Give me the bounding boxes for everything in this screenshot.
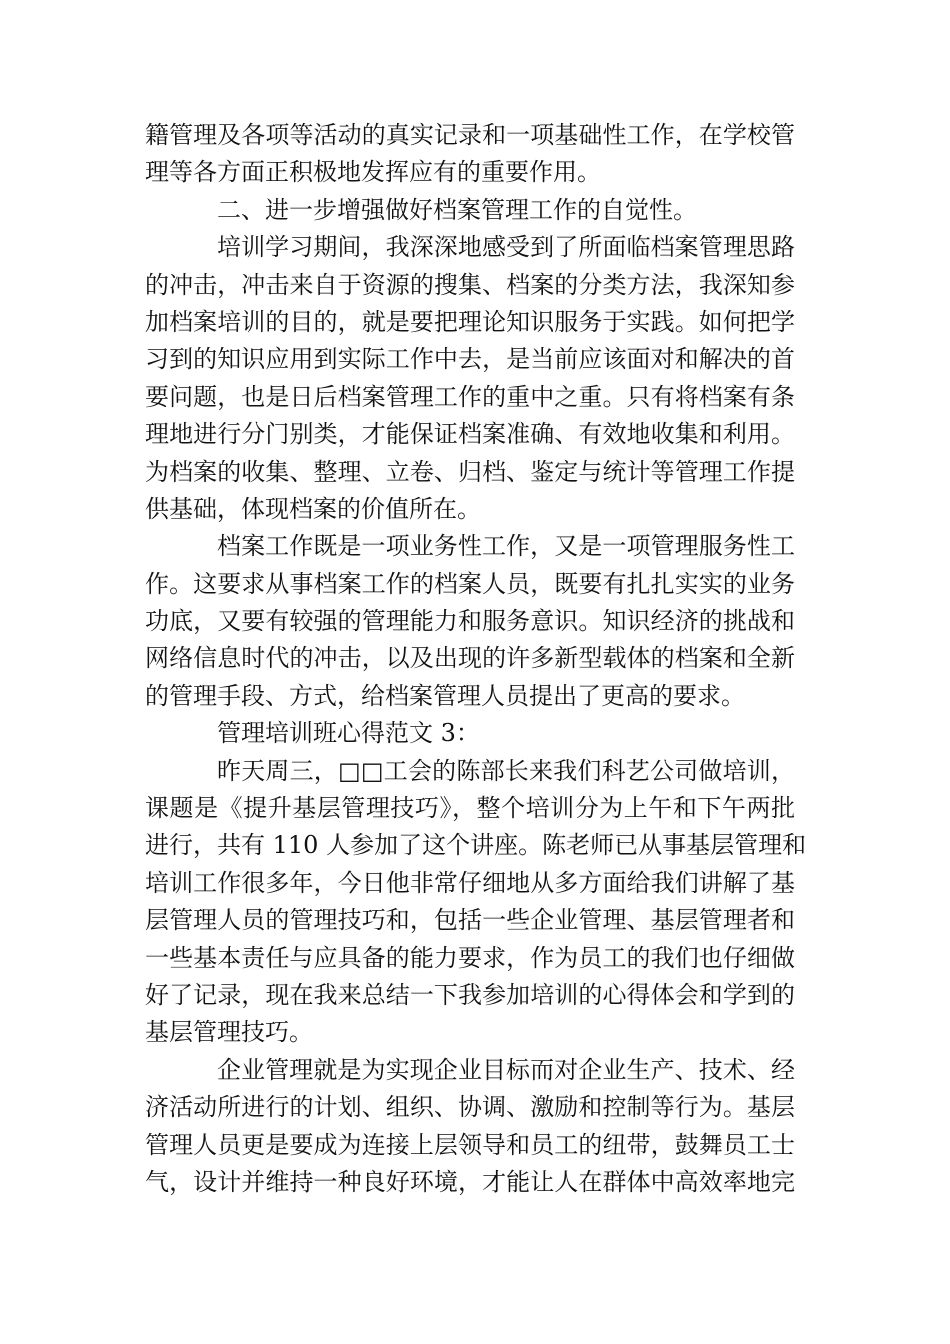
paragraph bbox=[145, 715, 795, 752]
text-line: 气，设计并维持一种良好环境，才能让人在群体中高效率地完 bbox=[145, 1167, 795, 1196]
text-line: 课题是《提升基层管理技巧》，整个培训分为上午和下午两批 bbox=[145, 794, 795, 823]
text-line: 济活动所进行的计划、组织、协调、激励和控制等行为。基层 bbox=[145, 1093, 795, 1122]
text-line: 理等各方面正积极地发挥应有的重要作用。 bbox=[145, 158, 601, 187]
text-line: 进行，共有 110 人参加了这个讲座。陈老师已从事基层管理和 bbox=[145, 831, 807, 860]
text-line: 档案工作既是一项业务性工作，又是一项管理服务性工 bbox=[217, 532, 795, 561]
paragraph bbox=[145, 192, 795, 229]
text-line: 网络信息时代的冲击，以及出现的许多新型载体的档案和全新 bbox=[145, 644, 795, 673]
text-line: 理地进行分门别类，才能保证档案准确、有效地收集和利用。 bbox=[145, 420, 795, 449]
text-line: 功底，又要有较强的管理能力和服务意识。知识经济的挑战和 bbox=[145, 607, 795, 636]
paragraph bbox=[145, 229, 795, 528]
text-line: 习到的知识应用到实际工作中去，是当前应该面对和解决的首 bbox=[145, 345, 795, 374]
text-line: 加档案培训的目的，就是要把理论知识服务于实践。如何把学 bbox=[145, 307, 795, 336]
document-body bbox=[145, 117, 807, 1201]
text-line: 好了记录，现在我来总结一下我参加培训的心得体会和学到的 bbox=[145, 980, 795, 1009]
text-line: 层管理人员的管理技巧和，包括一些企业管理、基层管理者和 bbox=[145, 906, 795, 935]
paragraph bbox=[145, 528, 795, 715]
paragraph bbox=[145, 753, 807, 1052]
text-line: 基层管理技巧。 bbox=[145, 1018, 313, 1047]
text-line: 的管理手段、方式，给档案管理人员提出了更高的要求。 bbox=[145, 681, 745, 710]
text-line: 管理培训班心得范文 3： bbox=[217, 719, 480, 748]
text-line: 作。这要求从事档案工作的档案人员，既要有扎扎实实的业务 bbox=[145, 569, 795, 598]
text-line: 籍管理及各项等活动的真实记录和一项基础性工作，在学校管 bbox=[145, 121, 795, 149]
text-line: 要问题，也是日后档案管理工作的重中之重。只有将档案有条 bbox=[145, 382, 795, 411]
text-line: 二、进一步增强做好档案管理工作的自觉性。 bbox=[217, 195, 697, 224]
text-line: 供基础，体现档案的价值所在。 bbox=[145, 494, 481, 523]
paragraph bbox=[145, 117, 795, 192]
text-line: 的冲击，冲击来自于资源的搜集、档案的分类方法，我深知参 bbox=[145, 270, 795, 299]
text-line: 昨天周三，□□工会的陈部长来我们科艺公司做培训， bbox=[217, 756, 795, 785]
text-line: 培训学习期间，我深深地感受到了所面临档案管理思路 bbox=[217, 233, 795, 262]
text-line: 企业管理就是为实现企业目标而对企业生产、技术、经 bbox=[217, 1055, 795, 1084]
text-line: 为档案的收集、整理、立卷、归档、鉴定与统计等管理工作提 bbox=[145, 457, 795, 486]
text-line: 管理人员更是要成为连接上层领导和员工的纽带，鼓舞员工士 bbox=[145, 1130, 795, 1159]
text-line: 一些基本责任与应具备的能力要求，作为员工的我们也仔细做 bbox=[145, 943, 795, 972]
paragraph bbox=[145, 1052, 795, 1202]
text-line: 培训工作很多年，今日他非常仔细地从多方面给我们讲解了基 bbox=[145, 868, 795, 897]
